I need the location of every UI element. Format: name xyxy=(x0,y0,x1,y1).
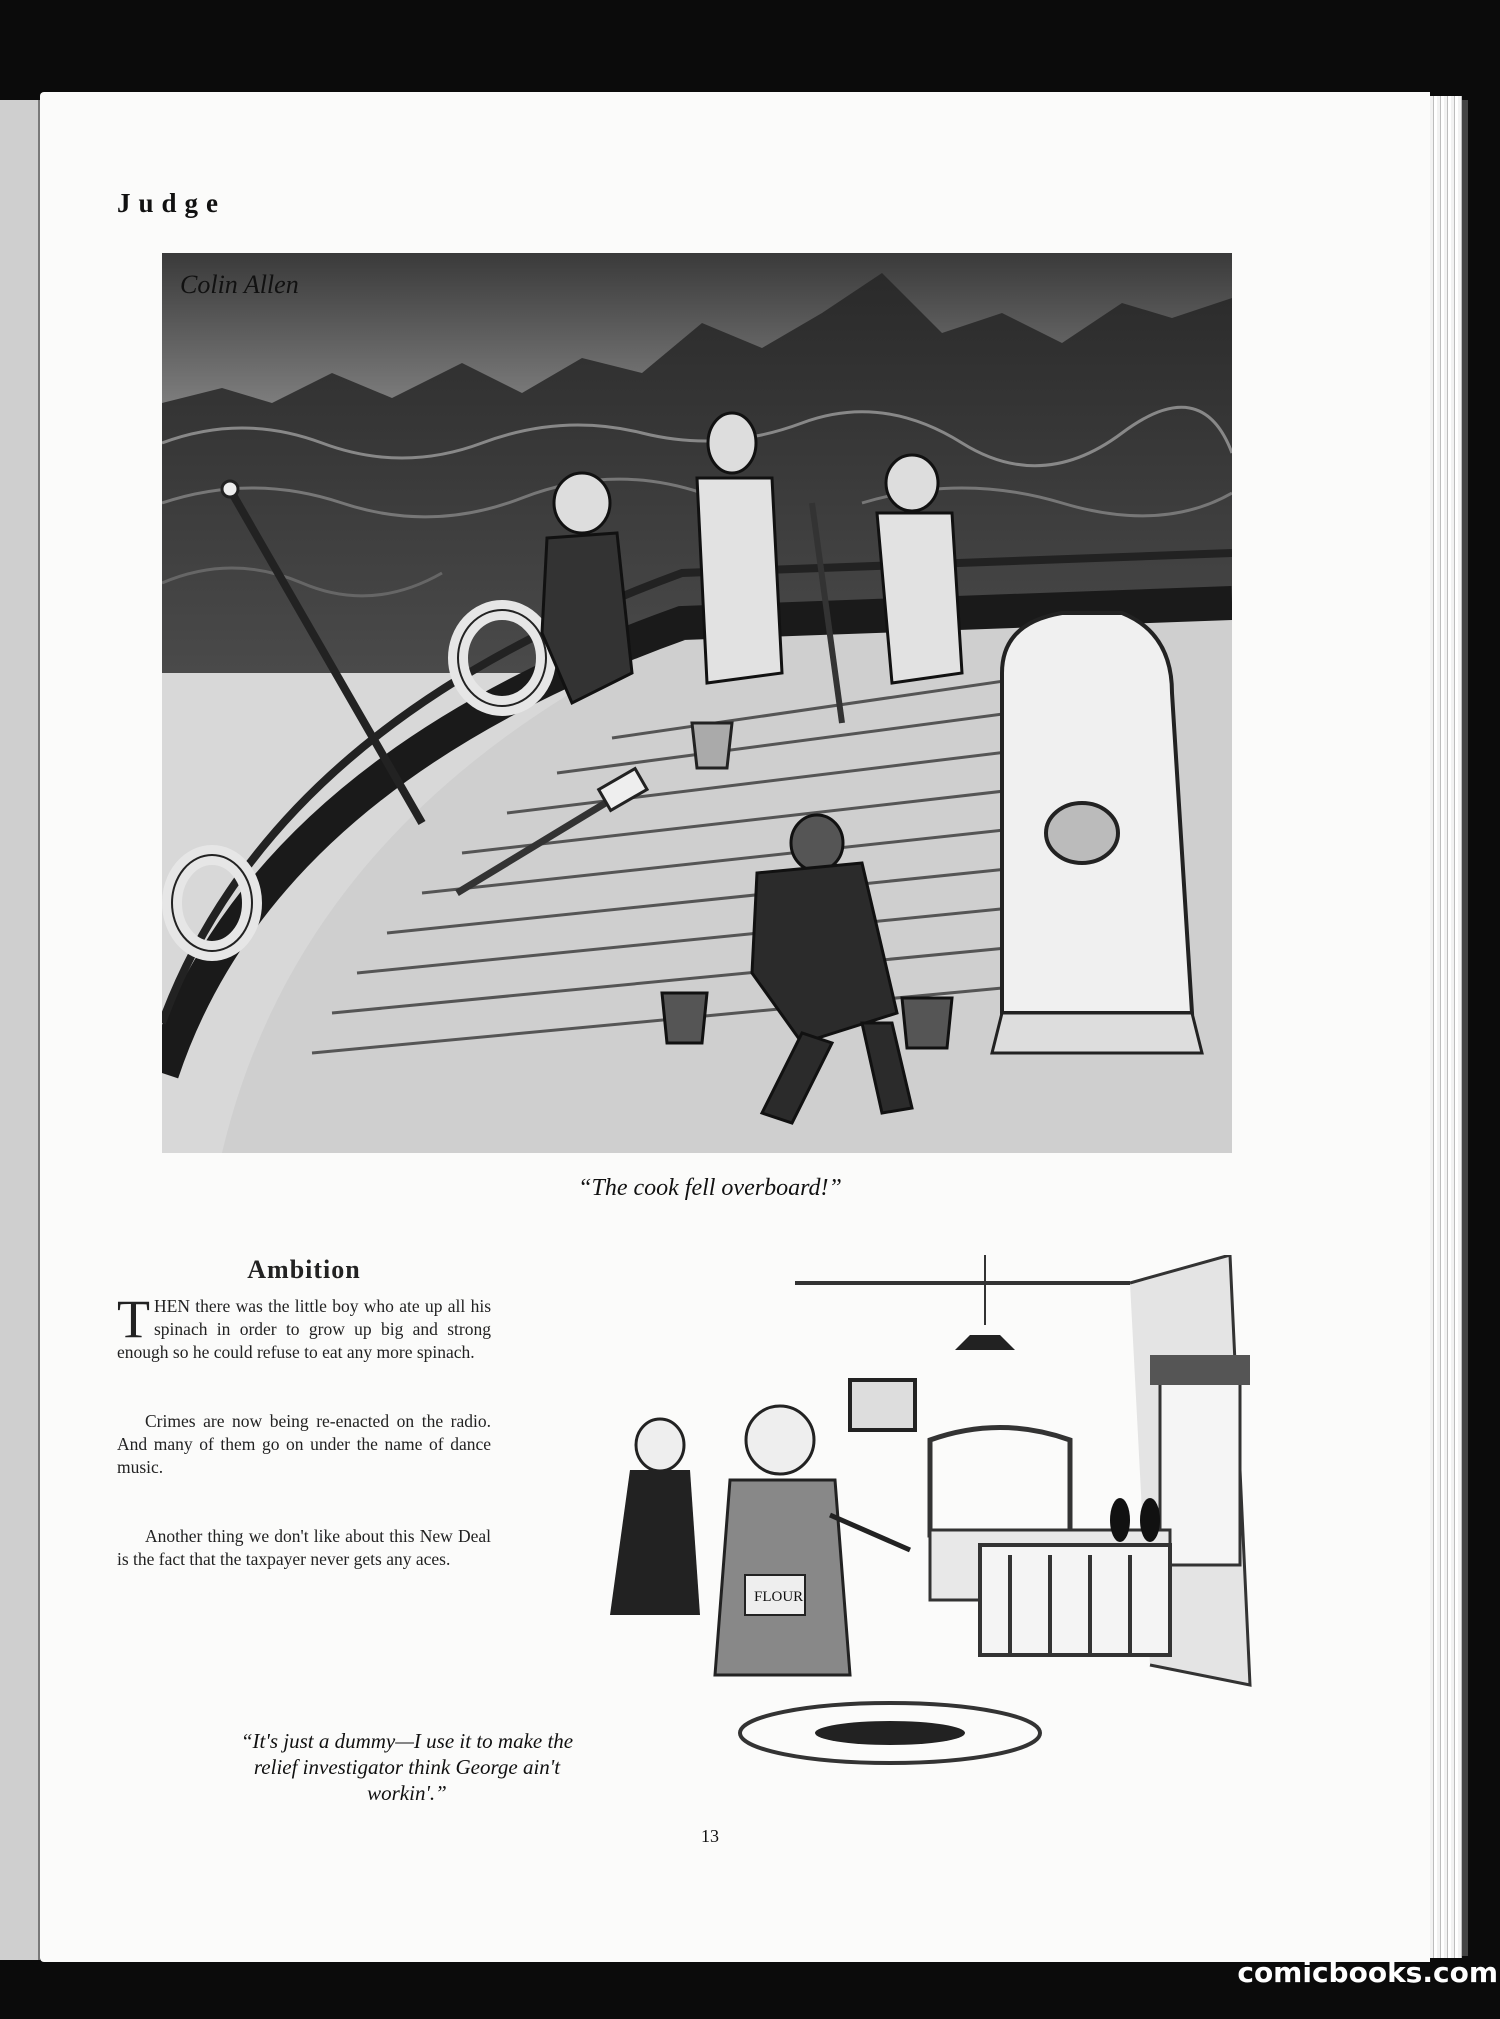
top-cartoon-signature: Colin Allen xyxy=(180,270,299,299)
top-cartoon xyxy=(162,253,1232,1153)
paragraph-text: HEN there was the little boy who ate up all his spinach in order to grow up big and strong enough so he could refuse to eat any more spinach. xyxy=(117,1296,491,1362)
paragraph-spinach xyxy=(117,1289,491,1364)
dropcap: T xyxy=(117,1289,150,1349)
paragraph-radio: Crimes are now being re-enacted on the radio. And many of them go on under the name of dance music. xyxy=(117,1411,491,1477)
bottom-cartoon xyxy=(530,1255,1275,1830)
page-number: 13 xyxy=(701,1826,719,1846)
running-head: Judge xyxy=(117,188,227,218)
bottom-cartoon-caption: “It's just a dummy—I use it to make the relief investigator think George ain't workin'.” xyxy=(240,1729,574,1805)
flour-patch-label: FLOUR xyxy=(754,1589,804,1605)
left-page-edge xyxy=(0,100,40,1960)
page-stack-shadow xyxy=(1462,100,1468,1956)
ambition-column xyxy=(117,1255,491,1617)
column-title: Ambition xyxy=(247,1255,361,1284)
page-stack xyxy=(1430,96,1462,1958)
paragraph-new-deal: Another thing we don't like about this New Deal is the fact that the taxpayer never gets any aces. xyxy=(117,1526,491,1569)
top-cartoon-caption: “The cook fell overboard!” xyxy=(578,1175,842,1201)
watermark: comicbooks.com xyxy=(1237,1956,1498,1989)
